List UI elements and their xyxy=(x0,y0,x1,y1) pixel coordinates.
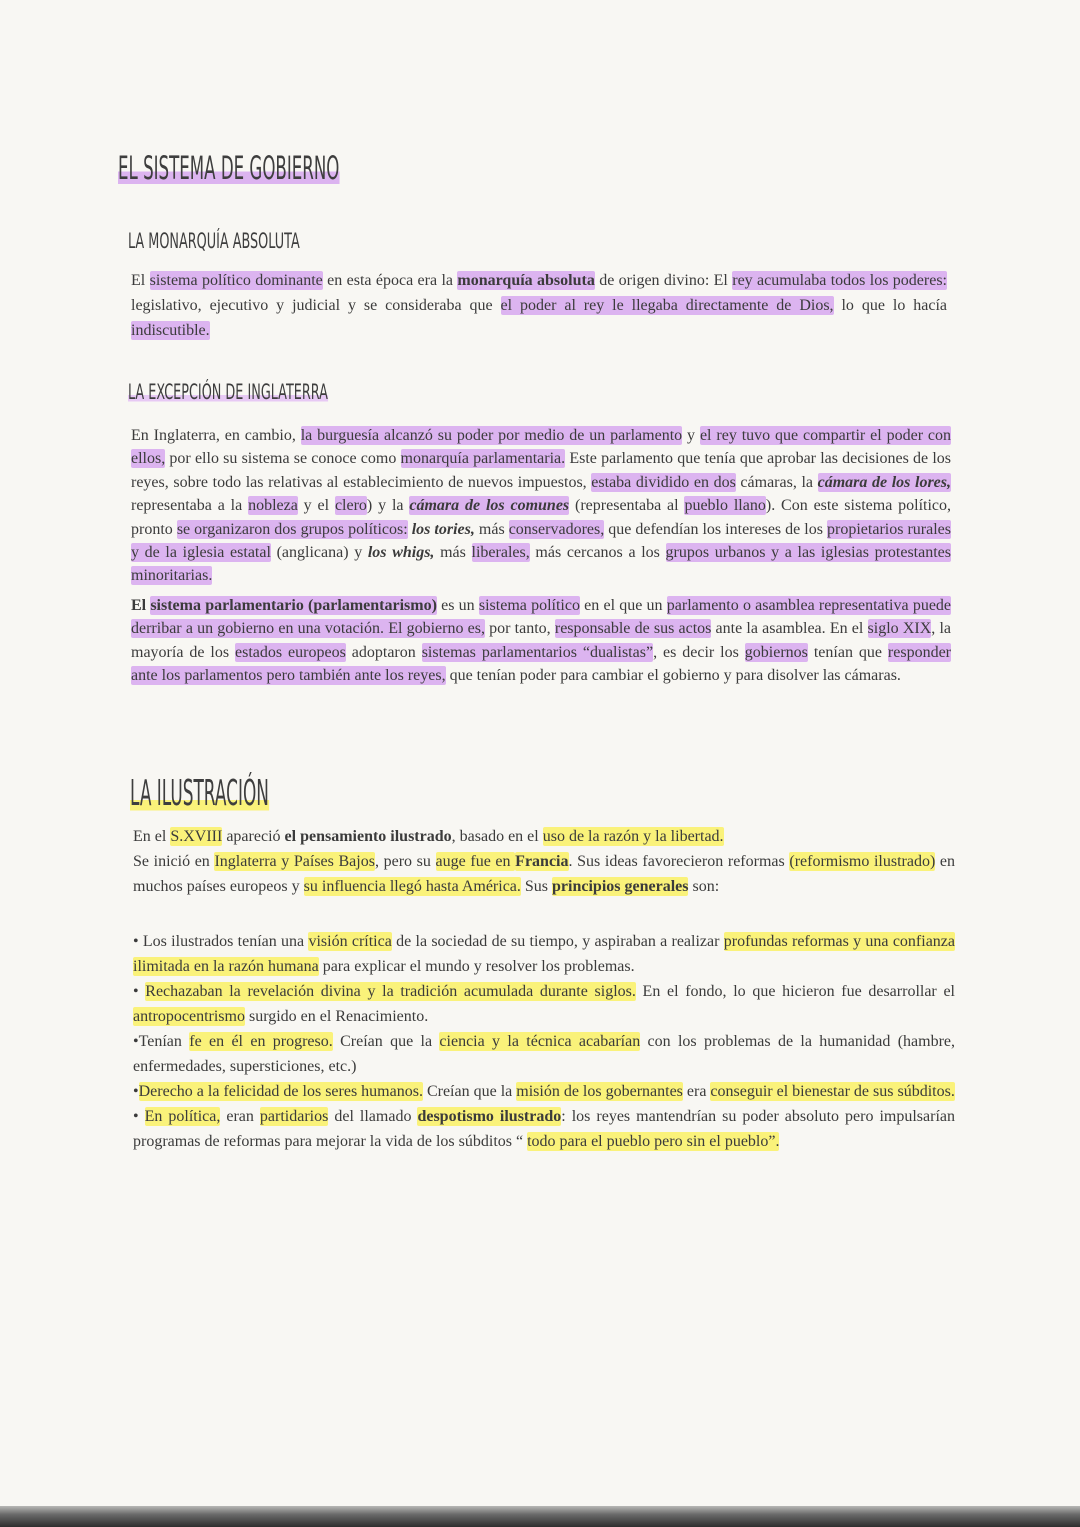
text-run: Sus xyxy=(520,878,553,895)
paragraphs-excepcion-inglaterra xyxy=(131,424,951,687)
highlighted-text: Francia xyxy=(515,853,569,870)
highlighted-text: cámara de los lores, xyxy=(817,473,952,491)
highlighted-text: antropocentrismo xyxy=(133,1008,245,1025)
highlighted-text: parlamento o asamblea representativa puede derribar a un gobierno en una votación. El gobierno es, xyxy=(131,596,952,638)
subheading-monarquia-absoluta: LA MONARQUÍA ABSOLUTA xyxy=(128,229,300,253)
text-run: el pensamiento ilustrado xyxy=(284,828,452,845)
bullet-item-derecho-felicidad xyxy=(133,1079,955,1104)
highlighted-text: Inglaterra y Países Bajos xyxy=(214,853,375,870)
text-run: era xyxy=(682,1083,711,1100)
highlighted-text: grupos urbanos y a las iglesias protestantes minoritarias. xyxy=(131,544,952,585)
text-run: , basado en el xyxy=(451,828,543,845)
highlighted-text: la burguesía alcanzó su poder por medio de un parlamento xyxy=(300,427,683,444)
bullet-item-despotismo-ilustrado xyxy=(133,1104,955,1154)
text-run: de origen divino: El xyxy=(594,272,733,289)
highlighted-text: rey acumulaba todos los poderes: xyxy=(732,272,948,289)
text-run: de la sociedad de su tiempo, y aspiraban a realizar xyxy=(391,933,724,950)
text-run: por tanto, xyxy=(484,620,555,638)
highlighted-text: (reformismo ilustrado) xyxy=(789,853,936,870)
text-run: •Tenían xyxy=(133,1033,190,1050)
text-run: legislativo, ejecutivo y judicial y se consideraba que xyxy=(131,297,501,314)
highlighted-text: misión de los gobernantes xyxy=(516,1083,683,1100)
highlighted-text: S.XVIII xyxy=(170,828,223,845)
text-run: . Sus ideas favorecieron reformas xyxy=(568,853,790,870)
highlighted-text: siglo XIX xyxy=(867,620,932,638)
highlighted-text: despotismo ilustrado xyxy=(417,1108,562,1125)
highlighted-text: responsable de sus actos xyxy=(554,620,712,638)
text-run: ) y la xyxy=(366,497,410,515)
highlighted-text: profundas reformas y una confianza ilimitada en la razón humana xyxy=(133,933,956,975)
highlighted-text: clero xyxy=(334,497,367,515)
text-run: y el xyxy=(297,497,335,515)
text-run: ). Con este sistema político, pronto xyxy=(131,497,952,538)
highlighted-text: estados europeos xyxy=(235,643,346,661)
text-run: , pero su xyxy=(374,853,436,870)
paragraph-monarquia-absoluta xyxy=(131,268,947,343)
text-run: (anglicana) y xyxy=(270,544,368,562)
highlighted-text: el poder al rey le llegaba directamente de Dios, xyxy=(500,297,834,314)
text-run: representaba a la xyxy=(131,497,249,515)
highlighted-text: Derecho a la felicidad de los seres humanos. xyxy=(138,1083,423,1100)
highlighted-text: su influencia llegó hasta América. xyxy=(303,878,521,895)
highlighted-text: fe en él en progreso. xyxy=(189,1033,333,1050)
text-run: surgido en el Renacimiento. xyxy=(244,1008,429,1025)
text-run: en esta época era la xyxy=(322,272,458,289)
text-run: que defendían los intereses de los xyxy=(604,520,828,538)
paragraph-monarquia-parlamentaria xyxy=(131,424,951,588)
scan-edge-shadow xyxy=(0,1506,1080,1527)
text-run: ante la asamblea. En el xyxy=(711,620,868,638)
text-run: los tories, xyxy=(407,520,475,538)
paragraph xyxy=(131,268,947,343)
highlighted-text: monarquía parlamentaria. xyxy=(400,450,566,468)
paragraph-sistema-parlamentario xyxy=(131,594,951,688)
highlighted-text: gobiernos xyxy=(744,643,808,661)
highlighted-text: cámara de los comunes xyxy=(409,497,570,515)
highlighted-text: sistemas parlamentarios “dualistas” xyxy=(421,643,654,661)
bullet-item-vision-critica xyxy=(133,929,955,979)
section-title-sistema-de-gobierno: EL SISTEMA DE GOBIERNO xyxy=(118,149,340,187)
highlighted-text: liberales, xyxy=(471,544,530,562)
paragraph-pensamiento-ilustrado xyxy=(133,824,955,849)
highlighted-text: En política, xyxy=(144,1108,221,1125)
highlighted-text: visión crítica xyxy=(308,933,392,950)
highlighted-text: conseguir el bienestar de sus súbditos. xyxy=(710,1083,955,1100)
text-run: , es decir los xyxy=(653,643,745,661)
text-run: Creían que la xyxy=(422,1083,517,1100)
text-run: son: xyxy=(688,878,720,895)
highlighted-text: monarquía absoluta xyxy=(457,272,595,289)
text-run: los whigs, xyxy=(367,544,435,562)
text-run: • xyxy=(133,1108,145,1125)
highlighted-text: principios generales xyxy=(552,878,689,895)
text-run: cámaras, la xyxy=(735,473,818,491)
text-run: más xyxy=(474,520,509,538)
text-run: para explicar el mundo y resolver los problemas. xyxy=(318,958,635,975)
principios-generales-list xyxy=(133,929,955,1154)
bullet-item-fe-en-progreso xyxy=(133,1029,955,1079)
highlighted-text: se organizaron dos grupos políticos: xyxy=(176,520,408,538)
text-run: es un xyxy=(436,596,479,614)
text-run: • xyxy=(133,983,146,1000)
paragraph-origen-ilustracion xyxy=(133,849,955,899)
text-run: con los problemas de la humanidad (hambre, enfermedades, supersticiones, etc.) xyxy=(133,1033,956,1075)
highlighted-text: estaba dividido en dos xyxy=(591,473,736,491)
text-run: • xyxy=(133,1083,139,1100)
highlighted-text: nobleza xyxy=(248,497,298,515)
highlighted-text: partidarios xyxy=(259,1108,329,1125)
text-run: : los reyes mantendrían su poder absoluto pero impulsarían programas de reformas para mejorar la vida de los súbditos “ xyxy=(133,1108,955,1150)
text-run: En el xyxy=(133,828,171,845)
highlighted-text: Rechazaban la revelación divina y la tradición acumulada durante siglos. xyxy=(145,983,636,1000)
highlighted-text: sistema parlamentario (parlamentarismo) xyxy=(150,596,437,614)
text-run: y xyxy=(682,427,700,444)
text-run: en muchos países europeos y xyxy=(133,853,956,895)
subheading-excepcion-inglaterra: LA EXCEPCIÓN DE INGLATERRA xyxy=(128,380,328,404)
text-run: (representaba al xyxy=(569,497,685,515)
text-run: eran xyxy=(220,1108,260,1125)
highlighted-text: conservadores, xyxy=(508,520,605,538)
highlighted-text: el rey tuvo que compartir el poder con ellos, xyxy=(131,427,952,468)
section-title-ilustracion: LA ILUSTRACIÓN xyxy=(130,773,269,814)
text-run: lo que lo hacía xyxy=(833,297,948,314)
bullet-item-rechazo-revelacion xyxy=(133,979,955,1029)
text-run: más xyxy=(434,544,472,562)
highlighted-text: ciencia y la técnica acabarían xyxy=(439,1033,641,1050)
text-run: tenían que xyxy=(807,643,888,661)
text-run: adoptaron xyxy=(345,643,422,661)
text-run: del llamado xyxy=(328,1108,418,1125)
highlighted-text: sistema político xyxy=(478,596,580,614)
text-run: más cercanos a los xyxy=(529,544,666,562)
highlighted-text: pueblo llano xyxy=(684,497,766,515)
text-run: Creían que la xyxy=(332,1033,440,1050)
text-run: El xyxy=(131,272,150,289)
text-run: Este parlamento que tenía que aprobar las decisiones de los reyes, sobre todo las relativas al establecimiento de nuevos impuestos, xyxy=(131,450,951,491)
highlighted-text: todo para el pueblo pero sin el pueblo”. xyxy=(527,1133,780,1150)
text-run: En Inglaterra, en cambio, xyxy=(131,427,301,444)
text-run: por ello su sistema se conoce como xyxy=(165,450,401,468)
text-run: En el fondo, lo que hicieron fue desarrollar el xyxy=(635,983,955,1000)
text-run: , la mayoría de los xyxy=(131,620,951,661)
highlighted-text: indiscutible. xyxy=(131,322,210,339)
text-run: El xyxy=(131,596,151,614)
highlighted-text: uso de la razón y la libertad. xyxy=(542,828,724,845)
ilustracion-intro xyxy=(133,824,955,899)
highlighted-text: responder ante los parlamentos pero también ante los reyes, xyxy=(131,643,952,685)
text-run: que tenían poder para cambiar el gobierno y para disolver las cámaras. xyxy=(445,667,901,685)
text-run: apareció xyxy=(222,828,285,845)
text-run: • Los ilustrados tenían una xyxy=(133,933,309,950)
highlighted-text: propietarios rurales y de la iglesia estatal xyxy=(131,520,951,562)
highlighted-text: auge fue en xyxy=(435,853,516,870)
highlighted-text: sistema político dominante xyxy=(149,272,323,289)
text-run: en el que un xyxy=(579,596,667,614)
text-run: Se inició en xyxy=(133,853,215,870)
